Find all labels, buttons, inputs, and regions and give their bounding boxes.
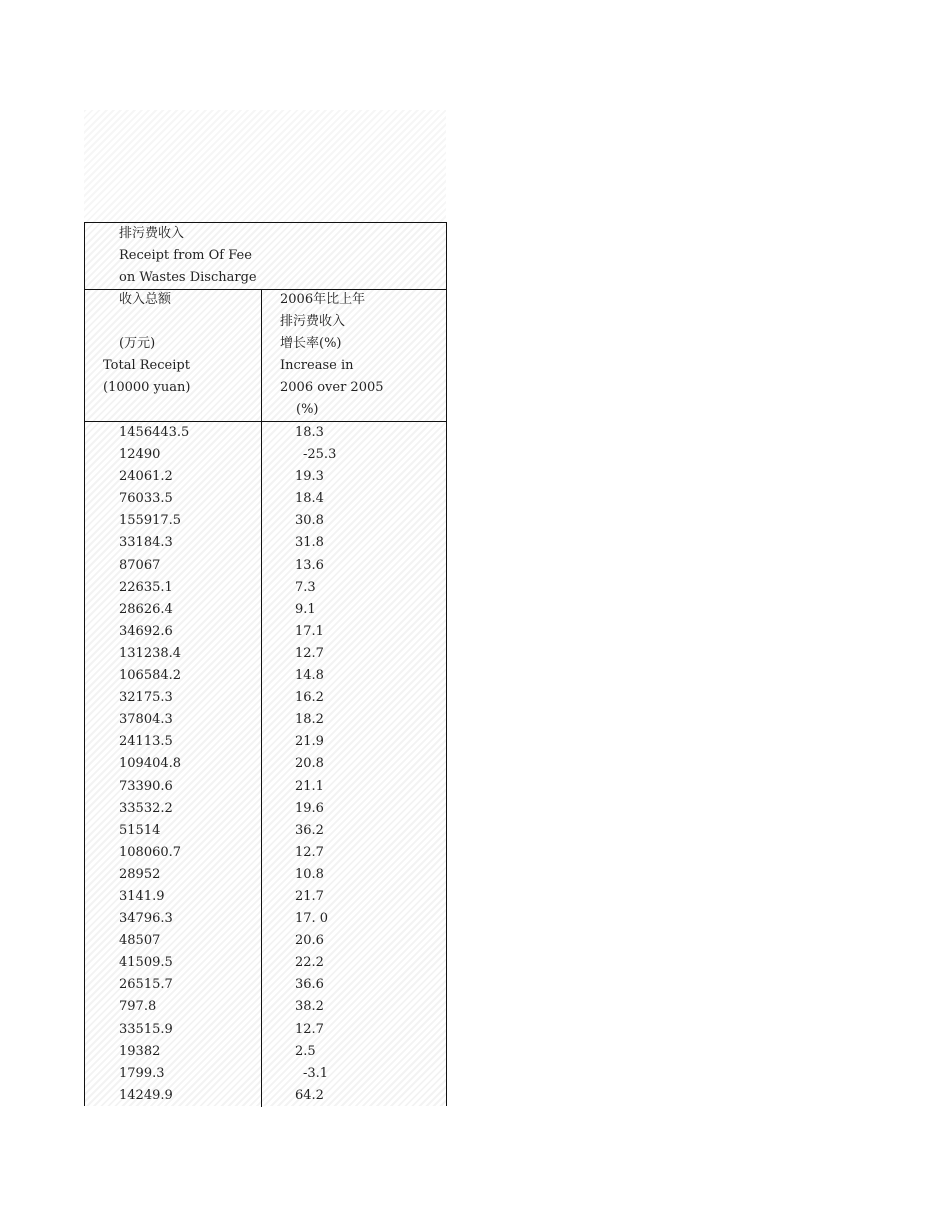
increase-rate-cell: 19.3 — [295, 469, 324, 485]
table-title-en-2: on Wastes Discharge — [119, 270, 257, 285]
total-receipt-cell: 34692.6 — [119, 623, 173, 639]
total-receipt-cell: 22635.1 — [119, 579, 173, 595]
increase-rate-cell: 12.7 — [295, 645, 324, 661]
total-receipt-cell: 108060.7 — [119, 844, 182, 860]
table-row — [85, 488, 446, 510]
increase-rate-cell: 64.2 — [295, 1087, 324, 1103]
total-receipt-cell: 12490 — [119, 447, 161, 463]
total-receipt-cell: 24113.5 — [119, 734, 173, 750]
increase-rate-cell: 18.2 — [295, 712, 324, 728]
total-receipt-cell: 33515.9 — [119, 1021, 173, 1037]
table-row — [85, 974, 446, 996]
data-rows — [85, 422, 446, 1107]
increase-rate-cell: 21.7 — [295, 888, 324, 904]
table-row — [85, 820, 446, 842]
table-row — [85, 996, 446, 1018]
total-receipt-cell: 797.8 — [119, 999, 157, 1015]
col2-header-unit: (%) — [296, 402, 319, 417]
total-receipt-cell: 28952 — [119, 866, 161, 882]
table-row — [85, 643, 446, 665]
total-receipt-cell: 34796.3 — [119, 911, 173, 927]
increase-rate-cell: 21.9 — [295, 734, 324, 750]
increase-rate-cell: 7.3 — [295, 579, 316, 595]
col1-header-unit-en: (10000 yuan) — [103, 380, 191, 395]
table-row — [85, 466, 446, 488]
table-row — [85, 422, 446, 444]
col2-header-en-1: Increase in — [280, 358, 354, 373]
total-receipt-cell: 24061.2 — [119, 469, 173, 485]
total-receipt-cell: 28626.4 — [119, 601, 173, 617]
total-receipt-cell: 106584.2 — [119, 668, 182, 684]
col2-header-cn-3: 增长率(%) — [280, 336, 342, 351]
col2-header-cn-1: 2006年比上年 — [280, 292, 366, 307]
col1-header-en: Total Receipt — [103, 358, 190, 373]
discharge-fee-table — [84, 222, 447, 1106]
table-title-cn: 排污费收入 — [119, 226, 185, 241]
increase-rate-cell: 14.8 — [295, 668, 324, 684]
table-row — [85, 532, 446, 554]
table-row — [85, 864, 446, 886]
increase-rate-cell: 21.1 — [295, 778, 324, 794]
total-receipt-cell: 1456443.5 — [119, 425, 190, 440]
table-row — [85, 776, 446, 798]
increase-rate-cell: 16.2 — [295, 690, 324, 706]
total-receipt-cell: 32175.3 — [119, 690, 173, 706]
total-receipt-cell: 33532.2 — [119, 800, 173, 816]
increase-rate-cell: 9.1 — [295, 601, 316, 617]
table-row — [85, 930, 446, 952]
total-receipt-cell: 87067 — [119, 557, 161, 573]
table-row — [85, 444, 446, 466]
table-row — [85, 621, 446, 643]
total-receipt-cell: 33184.3 — [119, 535, 173, 551]
increase-rate-cell: 36.6 — [295, 977, 324, 993]
increase-rate-cell: 38.2 — [295, 999, 324, 1015]
total-receipt-cell: 26515.7 — [119, 977, 173, 993]
increase-rate-cell: 17. 0 — [295, 911, 329, 927]
total-receipt-cell: 1799.3 — [119, 1065, 165, 1081]
increase-rate-cell: 19.6 — [295, 800, 324, 816]
col1-header-cn: 收入总额 — [119, 292, 172, 307]
increase-rate-cell: 18.3 — [295, 425, 324, 440]
total-receipt-cell: 19382 — [119, 1043, 161, 1059]
total-receipt-cell: 37804.3 — [119, 712, 173, 728]
col2-header-en-2: 2006 over 2005 — [280, 380, 384, 395]
table-row — [85, 798, 446, 820]
table-row — [85, 1041, 446, 1063]
increase-rate-cell: 12.7 — [295, 1021, 324, 1037]
table-row — [85, 599, 446, 621]
table-row — [85, 753, 446, 775]
table-row — [85, 510, 446, 532]
header-hatch-area — [84, 110, 446, 222]
increase-rate-cell: -3.1 — [303, 1065, 329, 1081]
total-receipt-cell: 131238.4 — [119, 645, 182, 661]
table-row — [85, 731, 446, 753]
increase-rate-cell: 10.8 — [295, 866, 324, 882]
table-row — [85, 665, 446, 687]
increase-rate-cell: 22.2 — [295, 955, 324, 971]
table-row — [85, 1019, 446, 1041]
table-row — [85, 687, 446, 709]
table-title-en-1: Receipt from Of Fee — [119, 248, 252, 263]
increase-rate-cell: 12.7 — [295, 844, 324, 860]
table-row — [85, 886, 446, 908]
increase-rate-cell: 20.8 — [295, 756, 324, 772]
table-row — [85, 1063, 446, 1085]
table-row — [85, 842, 446, 864]
increase-rate-cell: 13.6 — [295, 557, 324, 573]
increase-rate-cell: 30.8 — [295, 513, 324, 529]
col1-header-unit-cn: (万元) — [119, 336, 156, 351]
table-row — [85, 1085, 446, 1107]
increase-rate-cell: 18.4 — [295, 491, 324, 507]
table-row — [85, 709, 446, 731]
total-receipt-cell: 73390.6 — [119, 778, 173, 794]
table-row — [85, 908, 446, 930]
total-receipt-cell: 155917.5 — [119, 513, 182, 529]
increase-rate-cell: 36.2 — [295, 822, 324, 838]
table-row — [85, 952, 446, 974]
total-receipt-cell: 48507 — [119, 933, 161, 949]
increase-rate-cell: 31.8 — [295, 535, 324, 551]
total-receipt-cell: 51514 — [119, 822, 161, 838]
increase-rate-cell: 17.1 — [295, 623, 324, 639]
total-receipt-cell: 41509.5 — [119, 955, 173, 971]
increase-rate-cell: 2.5 — [295, 1043, 316, 1059]
col2-header-cn-2: 排污费收入 — [280, 314, 346, 329]
table-row — [85, 555, 446, 577]
total-receipt-cell: 14249.9 — [119, 1087, 173, 1103]
increase-rate-cell: -25.3 — [303, 447, 337, 463]
increase-rate-cell: 20.6 — [295, 933, 324, 949]
total-receipt-cell: 3141.9 — [119, 888, 165, 904]
total-receipt-cell: 109404.8 — [119, 756, 182, 772]
table-row — [85, 577, 446, 599]
total-receipt-cell: 76033.5 — [119, 491, 173, 507]
